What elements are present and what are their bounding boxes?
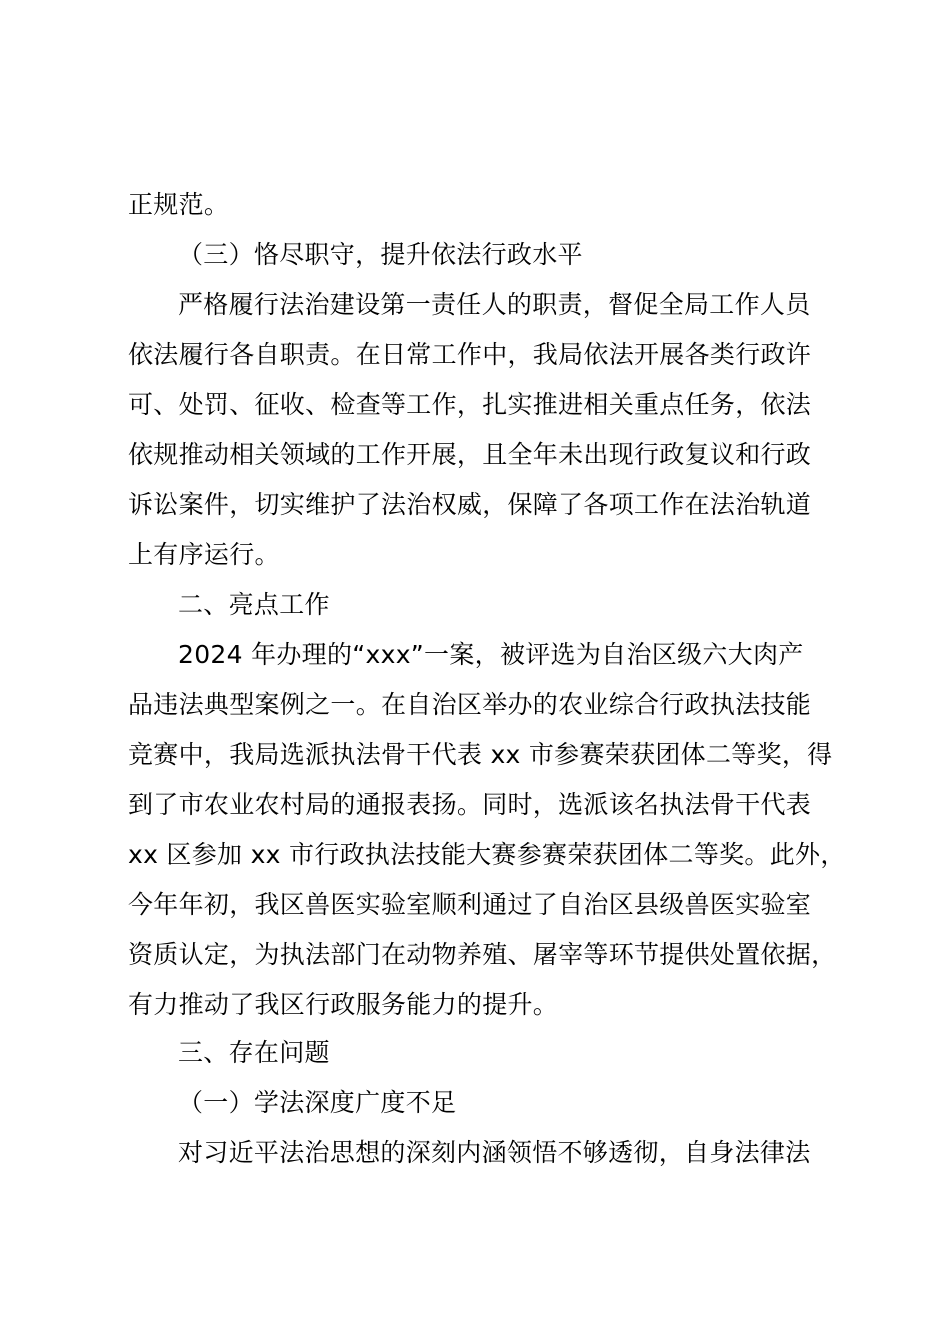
paragraph-line: 上有序运行。 bbox=[128, 540, 280, 569]
paragraph-line: 对习近平法治思想的深刻内涵领悟不够透彻，自身法律法 bbox=[178, 1138, 811, 1167]
paragraph-line: 资质认定，为执法部门在动物养殖、屠宰等环节提供处置依据， bbox=[128, 940, 837, 969]
paragraph-line: 竞赛中，我局选派执法骨干代表 xx 市参赛荣获团体二等奖，得 bbox=[128, 740, 833, 769]
paragraph-line: 到了市农业农村局的通报表扬。同时，选派该名执法骨干代表 bbox=[128, 790, 812, 819]
paragraph-line: 可、处罚、征收、检查等工作，扎实推进相关重点任务，依法 bbox=[128, 390, 812, 419]
section-heading: （一）学法深度广度不足 bbox=[178, 1088, 457, 1117]
section-heading: 二、亮点工作 bbox=[178, 590, 330, 619]
paragraph-line: 正规范。 bbox=[128, 190, 230, 219]
paragraph-line: 严格履行法治建设第一责任人的职责，督促全局工作人员 bbox=[178, 290, 811, 319]
paragraph-line: 依法履行各自职责。在日常工作中，我局依法开展各类行政许 bbox=[128, 340, 812, 369]
paragraph-line: 诉讼案件，切实维护了法治权威，保障了各项工作在法治轨道 bbox=[128, 490, 812, 519]
paragraph-line: 有力推动了我区行政服务能力的提升。 bbox=[128, 990, 559, 1019]
paragraph-line: xx 区参加 xx 市行政执法技能大赛参赛荣获团体二等奖。此外， bbox=[128, 840, 846, 869]
section-heading: （三）恪尽职守，提升依法行政水平 bbox=[178, 240, 583, 269]
paragraph-line: 依规推动相关领域的工作开展，且全年未出现行政复议和行政 bbox=[128, 440, 812, 469]
paragraph-line: 2024 年办理的“xxx”一案，被评选为自治区级六大肉产 bbox=[178, 640, 804, 669]
paragraph-line: 品违法典型案例之一。在自治区举办的农业综合行政执法技能 bbox=[128, 690, 812, 719]
paragraph-line: 今年年初，我区兽医实验室顺利通过了自治区县级兽医实验室 bbox=[128, 890, 812, 919]
section-heading: 三、存在问题 bbox=[178, 1038, 330, 1067]
